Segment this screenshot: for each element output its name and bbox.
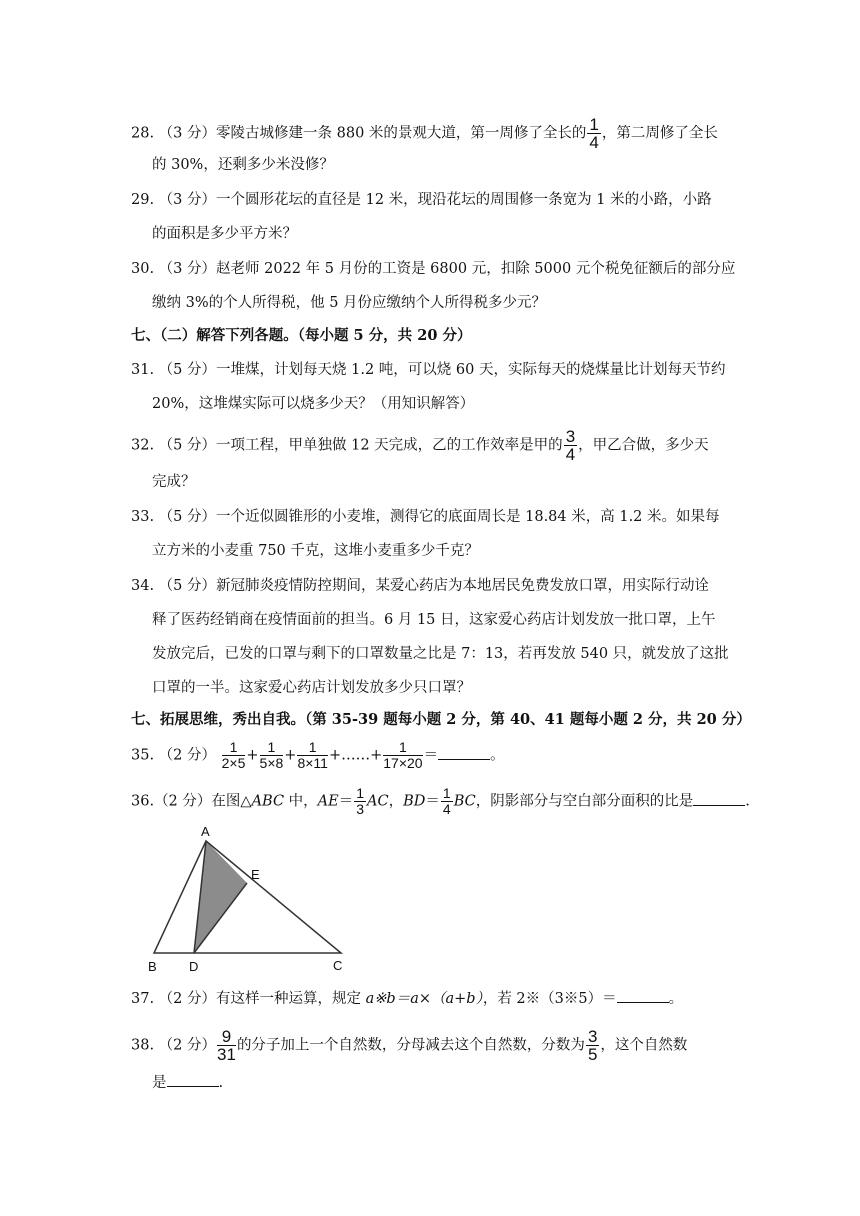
question-number: 28. xyxy=(131,125,155,142)
question-34-line2: 释了医药经销商在疫情面前的担当。6 月 15 日，这家爱心药店计划发放一批口罩，上午 xyxy=(152,612,716,628)
question-28: 28. （3 分）零陵古城修建一条 880 米的景观大道，第一周修了全长的 $\frac{1}{4}$ ，第二周修了全长 xyxy=(131,115,718,152)
triangle-figure xyxy=(140,824,350,978)
question-34: 34. （5 分）新冠肺炎疫情防控期间，某爱心药店为本地居民免费发放口罩，用实际行动诠 xyxy=(131,578,710,594)
fraction: $\frac{1}{4}$ xyxy=(589,115,599,152)
question-31-line2: 20%，这堆煤实际可以烧多少天？（用知识解答） xyxy=(152,396,475,412)
triangle-abc xyxy=(154,841,341,953)
question-30-line2: 缴纳 3%的个人所得税，他 5 月份应缴纳个人所得税多少元？ xyxy=(152,295,547,311)
question-32: 32. （5 分）一项工程，甲单独做 12 天完成，乙的工作效率是甲的 $\frac{3}{4}$ ，甲乙合做，多少天 xyxy=(131,427,709,464)
question-35: 35. （2 分） $\frac{1}{2\times 5}$ + $\frac{1}{5\times 8}$ + $\frac{1}{8\times 11}$ +……+ $\frac{1}{17\times 20}$ ＝ 。 xyxy=(131,739,505,771)
question-34-line3: 发放完后，已发的口罩与剩下的口罩数量之比是 7：13，若再发放 540 只，就发放了这批 xyxy=(152,646,729,662)
question-29-line2: 的面积是多少平方米？ xyxy=(152,226,297,242)
section-heading-extension: 七、拓展思维，秀出自我。（第 35-39 题每小题 2 分，第 40、41 题每小题 2 分，共 20 分） xyxy=(131,711,751,728)
question-28-line2: 的 30%，还剩多少米没修？ xyxy=(152,157,334,173)
question-30: 30. （3 分）赵老师 2022 年 5 月份的工资是 6800 元，扣除 5000 元个税免征额后的部分应 xyxy=(131,261,736,277)
question-36: 36.（2 分）在图△ABC 中，AE＝ $\frac{1}{3}$ AC，BD＝ $\frac{1}{4}$ BC，阴影部分与空白部分面积的比是 . xyxy=(131,785,750,817)
fraction: $\frac{3}{4}$ xyxy=(565,427,576,464)
answer-blank[interactable] xyxy=(167,1072,219,1087)
answer-blank[interactable] xyxy=(693,791,745,806)
question-38: 38. （2 分） $\frac{9}{31}$ 的分子加上一个自然数，分母减去这个自然数，分数为 $\frac{3}{5}$ ，这个自然数 xyxy=(131,1027,688,1064)
question-31: 31. （5 分）一堆煤，计划每天烧 1.2 吨，可以烧 60 天，实际每天的烧煤量比计划每天节约 xyxy=(131,362,726,378)
label-b: B xyxy=(148,959,157,974)
question-37: 37. （2 分）有这样一种运算，规定 a※b＝a×（a+b），若 2※（3※5）＝ 。 xyxy=(131,988,683,1009)
question-33: 33. （5 分）一个近似圆锥形的小麦堆，测得它的底面周长是 18.84 米，高 1.2 米。如果每 xyxy=(131,509,720,525)
triangle-diagram xyxy=(140,830,350,978)
answer-blank[interactable] xyxy=(617,988,669,1003)
question-29: 29. （3 分）一个圆形花坛的直径是 12 米，现沿花坛的周围修一条宽为 1 米的小路，小路 xyxy=(131,192,712,208)
question-34-line4: 口罩的一半。这家爱心药店计划发放多少只口罩？ xyxy=(152,680,471,696)
score: （3 分） xyxy=(158,125,217,142)
question-38-line2: 是 . xyxy=(152,1072,223,1093)
answer-blank[interactable] xyxy=(438,745,490,760)
question-33-line2: 立方米的小麦重 750 千克，这堆小麦重多少千克？ xyxy=(152,543,479,559)
label-d: D xyxy=(189,959,199,974)
question-32-line2: 完成？ xyxy=(152,474,196,490)
label-e: E xyxy=(251,867,260,882)
label-a: A xyxy=(201,824,210,839)
shaded-region xyxy=(194,841,247,953)
label-c: C xyxy=(333,958,343,973)
section-heading-answers: 七、（二）解答下列各题。（每小题 5 分，共 20 分） xyxy=(131,327,472,344)
